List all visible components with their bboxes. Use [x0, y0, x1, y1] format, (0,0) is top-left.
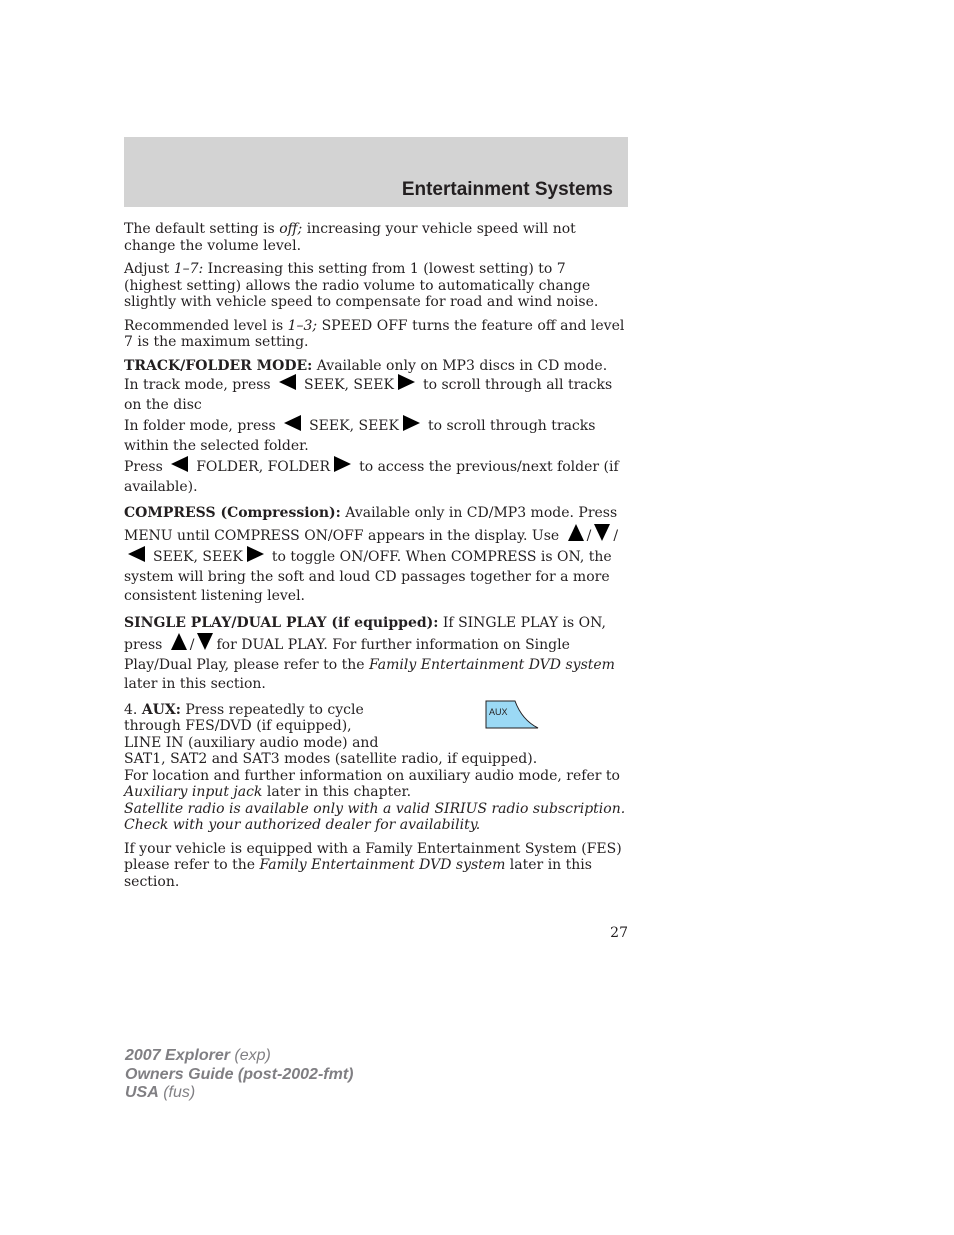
track-folder-heading: TRACK/FOLDER MODE: Available only on MP3 discs in CD mode. [124, 357, 608, 374]
up-arrow-icon [568, 524, 584, 541]
up-arrow-icon [171, 633, 187, 650]
section-title: Entertainment Systems [401, 179, 613, 200]
footer [125, 1047, 353, 1103]
page-content [124, 221, 628, 897]
aux-line-4: SAT1, SAT2 and SAT3 modes (satellite radio, if equipped). [124, 751, 538, 767]
paragraph-adjust: Adjust 1–7: Increasing this setting from 1 (lowest setting) to 7 (highest setting) allows the radio volume to automatically change slightly with vehicle speed to compensate for road and wind noise. [124, 261, 599, 310]
fes-paragraph: If your vehicle is equipped with a Family Entertainment System (FES) please refer to the Family Entertainment DVD system later in this section. [124, 840, 622, 890]
seek-left-arrow-icon [284, 415, 301, 431]
paragraph-recommended: Recommended level is 1–3; SPEED OFF turns the feature off and level 7 is the maximum setting. [124, 317, 625, 350]
satellite-note: Satellite radio is available only with a valid SIRIUS radio subscription. Check with your authorized dealer for availability. [124, 800, 626, 833]
folder-navigation-line: Press FOLDER, FOLDER to access the previous/next folder (if available). [124, 456, 628, 497]
seek-left-arrow-icon [279, 374, 296, 390]
seek-right-arrow-icon [247, 546, 264, 562]
seek-left-arrow-icon [128, 546, 145, 562]
seek-right-arrow-icon [403, 415, 420, 431]
folder-mode-line: In folder mode, press SEEK, SEEK to scroll through tracks within the selected folder. [124, 415, 628, 456]
aux-line-6: Auxiliary input jack later in this chapter. [124, 784, 412, 800]
aux-line-3: LINE IN (auxiliary audio mode) and [124, 734, 379, 751]
aux-section [124, 702, 628, 834]
footer-line-1: 2007 Explorer (exp) [125, 1047, 271, 1064]
aux-line-1: 4. AUX: Press repeatedly to cycle [124, 701, 364, 718]
paragraph-default-setting: The default setting is off; increasing your vehicle speed will not change the volume level. [124, 221, 576, 254]
down-arrow-icon [197, 633, 213, 650]
aux-button-label: AUX [489, 706, 508, 717]
footer-line-2: Owners Guide (post-2002-fmt) [125, 1065, 354, 1083]
folder-right-arrow-icon [334, 456, 351, 472]
folder-left-arrow-icon [171, 456, 188, 472]
header-band [124, 137, 628, 207]
single-dual-play-paragraph: SINGLE PLAY/DUAL PLAY (if equipped): If SINGLE PLAY is ON, press / for DUAL PLAY. For further information on Single Play/Dual Play, please refer to the Family Entertainment DVD system later in this section. [124, 614, 615, 692]
aux-button-icon [485, 700, 541, 730]
page-number: 27 [610, 925, 628, 941]
footer-line-3: USA (fus) [125, 1084, 196, 1101]
aux-line-5: For location and further information on auxiliary audio mode, refer to [124, 767, 620, 784]
down-arrow-icon [594, 524, 610, 541]
seek-right-arrow-icon [398, 374, 415, 390]
track-mode-line: In track mode, press SEEK, SEEK to scroll through all tracks on the disc [124, 374, 628, 415]
compress-paragraph: COMPRESS (Compression): Available only in CD/MP3 mode. Press MENU until COMPRESS ON/OFF appears in the display. Use / / SEEK, SEEK to toggle ON/OFF. When COMPRESS is ON, the system will bring the soft and loud CD passages together for a more consistent listening level. [124, 505, 619, 604]
aux-line-2: through FES/DVD (if equipped), [124, 718, 352, 734]
